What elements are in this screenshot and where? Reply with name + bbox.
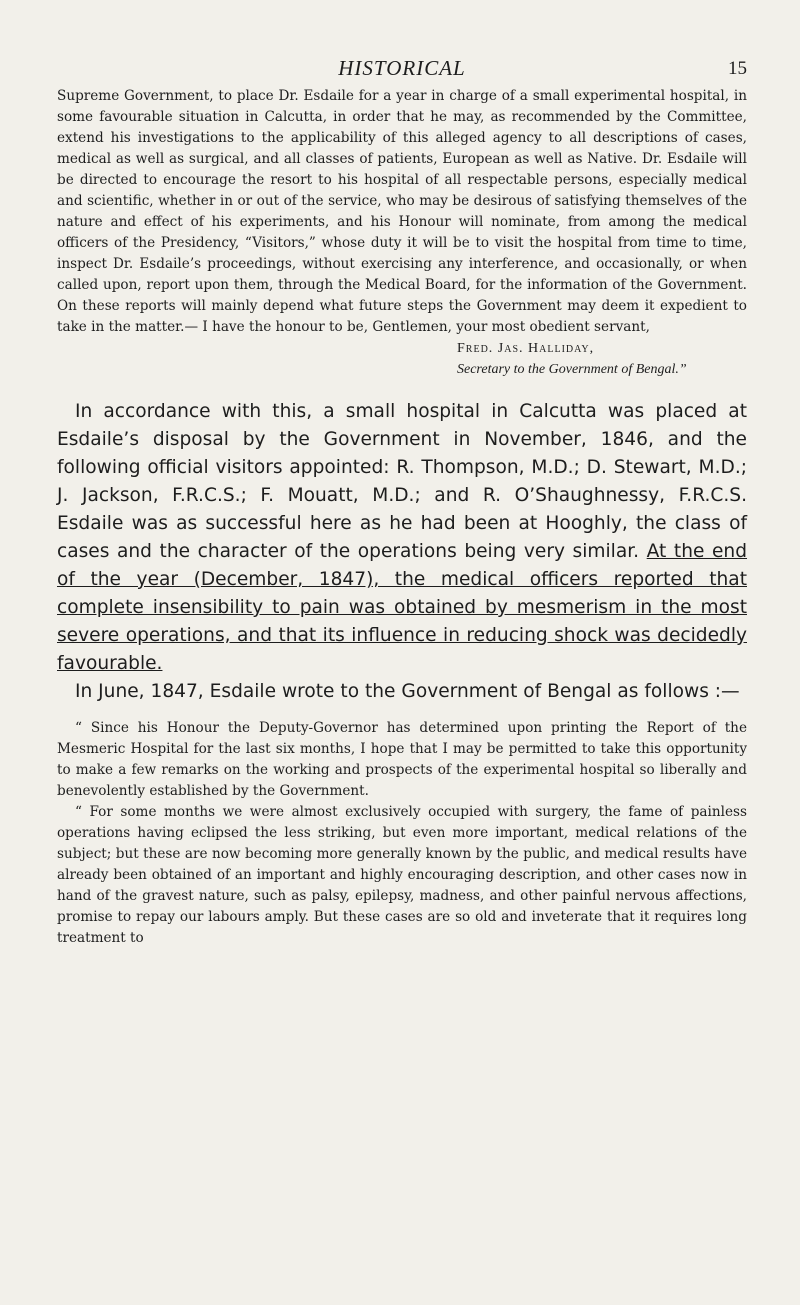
book-page	[57, 52, 747, 949]
body-paragraph-1-text: In accordance with this, a small hospital in Calcutta was placed at Esdaile’s disposal by the Government in November, 1846, and the following official visitors appointed: R. Thompson, M.D.; D. Stewart, M.D.; J. Jackson, F.R.C.S.; F. Mouatt, M.D.; and R. O’Shaughnessy, F.R.C.S. Esdaile was as successful here as he had been at Hooghly, the class of cases and the character of the operations being very similar.	[57, 401, 747, 562]
signature-name-text: Fred. Jas. Halliday,	[457, 341, 595, 356]
underlined-passage: At the end of the year (December, 1847), the medical officers reported that complete insensibility to pain was obtained by mesmerism in the most severe operations, and that its influence in reducing shock was decidedly favourable.	[57, 541, 748, 674]
quoted-letter	[57, 718, 747, 949]
quote-paragraph-1: “ Since his Honour the Deputy-Governor has determined upon printing the Report of the Mesmeric Hospital for the last six months, I hope that I may be permitted to take this opportunity to make a few remarks on the working and prospects of the experimental hospital so liberally and benevolently established by the Government.	[57, 720, 747, 799]
running-header	[57, 52, 747, 86]
page-number: 15	[728, 58, 747, 79]
signature-name	[57, 338, 747, 359]
signature-title	[57, 359, 747, 380]
running-title: HISTORICAL	[338, 56, 466, 80]
letter-paragraph: Supreme Government, to place Dr. Esdaile for a year in charge of a small experimental hospital, in some favourable situation in Calcutta, in order that he may, as recommended by the Committee, extend his investigations to the applicability of this alleged agency to all descriptions of cases, medical as well as surgical, and all classes of patients, European as well as Native. Dr. Esdaile will be directed to encourage the resort to his hospital of all respectable persons, especially medical and scientific, whether in or out of the service, who may be desirous of satisfying themselves of the nature and effect of his experiments, and his Honour will nominate, from among the medical officers of the Presidency, “Visitors,” whose duty it will be to visit the hospital from time to time, inspect Dr. Esdaile’s proceedings, without exercising any interference, and occasionally, or when called upon, report upon them, through the Medical Board, for the information of the Government. On these reports will mainly depend what future steps the Government may deem it expedient to take in the matter.— I have the honour to be, Gentlemen, your most obedient servant,	[57, 88, 747, 335]
body-paragraph-2: In June, 1847, Esdaile wrote to the Government of Bengal as follows :—	[75, 681, 740, 702]
quote-paragraph-2: “ For some months we were almost exclusively occupied with surgery, the fame of painless operations having eclipsed the less striking, but even more important, medical relations of the subject; but these are now becoming more generally known by the public, and medical results have already been obtained of an important and highly encouraging description, and other cases now in hand of the gravest nature, such as palsy, epilepsy, madness, and other painful nervous affections, promise to repay our labours amply. But these cases are so old and inveterate that it requires long treatment to	[57, 804, 747, 946]
body-paragraph-1	[57, 398, 747, 678]
signature-title-text: Secretary to the Government of Bengal.”	[457, 362, 687, 377]
